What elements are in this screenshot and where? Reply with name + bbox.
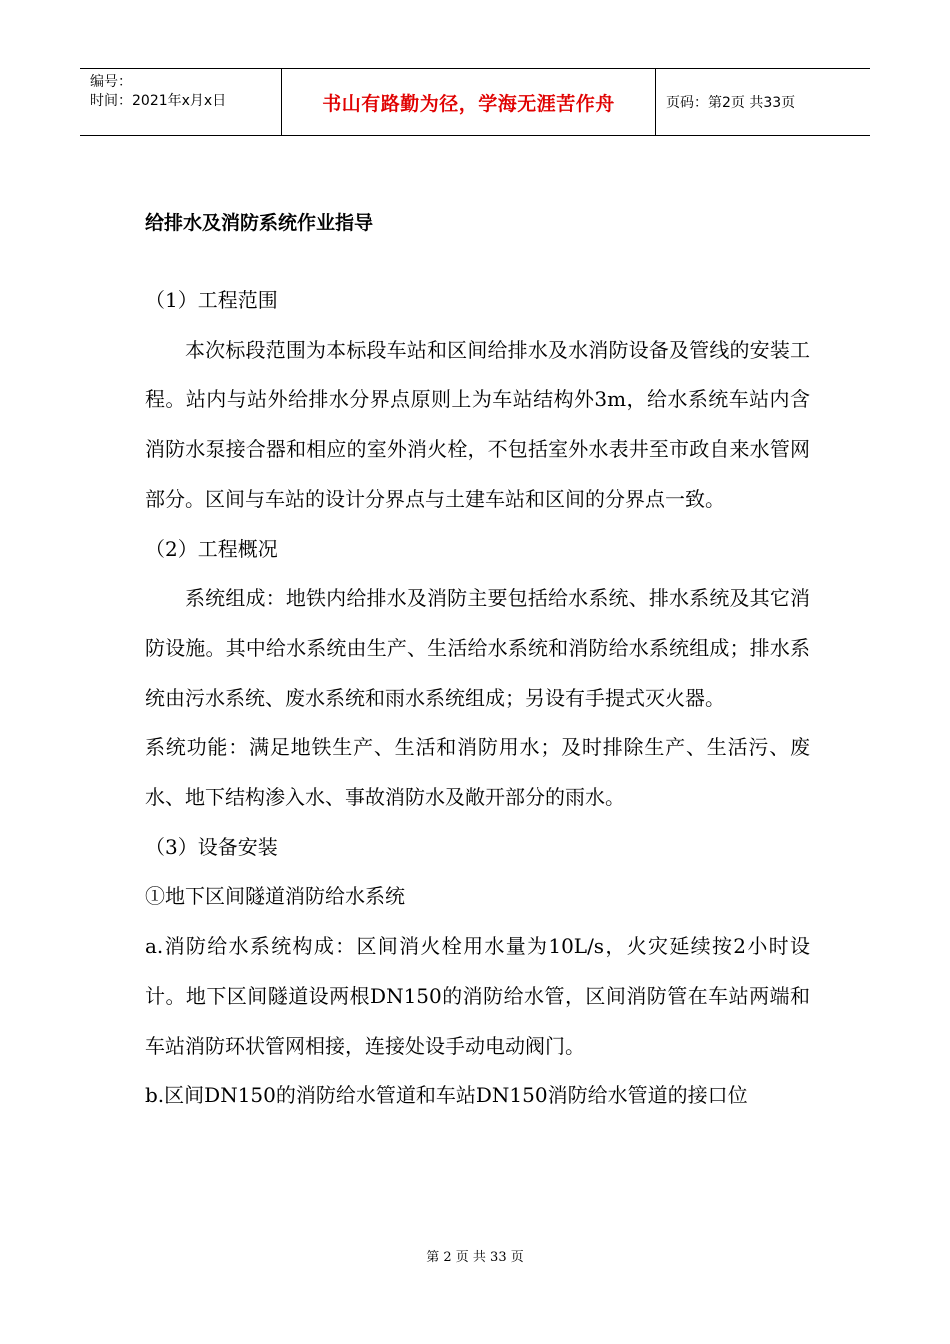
section-3-subheading: ①地下区间隧道消防给水系统 xyxy=(145,884,405,909)
document-title: 给排水及消防系统作业指导 xyxy=(145,212,374,234)
header-page-info: 页码：第2页 共33页 xyxy=(666,95,796,111)
section-2-heading: （2）工程概况 xyxy=(145,536,278,561)
section-3-item-b: b.区间DN150的消防给水管道和车站DN150消防给水管道的接口位 xyxy=(145,1083,748,1108)
section-3-item-a: a.消防给水系统构成：区间消火栓用水量为10L/s，火灾延续按2小时设计。地下区间隧道设两根DN150的消防给水管，区间消防管在车站两端和车站消防环状管网相接，连接处设手动电动阀门。 xyxy=(145,934,810,1058)
number-label: 编号： xyxy=(90,74,132,90)
time-label: 时间：2021年x月x日 xyxy=(90,93,227,109)
page-footer: 第 2 页 共 33 页 xyxy=(426,1250,524,1265)
section-2-paragraph-composition: 系统组成：地铁内给排水及消防主要包括给水系统、排水系统及其它消防设施。其中给水系统由生产、生活给水系统和消防给水系统组成；排水系统由污水系统、废水系统和雨水系统组成；另设有手提式灭火器。 xyxy=(145,586,810,710)
header-meta xyxy=(80,69,282,135)
section-1-paragraph: 本次标段范围为本标段车站和区间给排水及水消防设备及管线的安装工程。站内与站外给排水分界点原则上为车站结构外3m，给水系统车站内含消防水泵接合器和相应的室外消火栓，不包括室外水表井至市政自来水管网部分。区间与车站的设计分界点与土建车站和区间的分界点一致。 xyxy=(145,337,810,511)
header-motto: 书山有路勤为径，学海无涯苦作舟 xyxy=(282,69,656,135)
section-1-heading: （1）工程范围 xyxy=(145,288,278,312)
section-3-heading: （3）设备安装 xyxy=(145,834,278,859)
document-header xyxy=(80,68,870,136)
section-2-paragraph-function: 系统功能：满足地铁生产、生活和消防用水；及时排除生产、生活污、废水、地下结构渗入水、事故消防水及敞开部分的雨水。 xyxy=(145,735,810,810)
document-body xyxy=(145,198,810,1121)
